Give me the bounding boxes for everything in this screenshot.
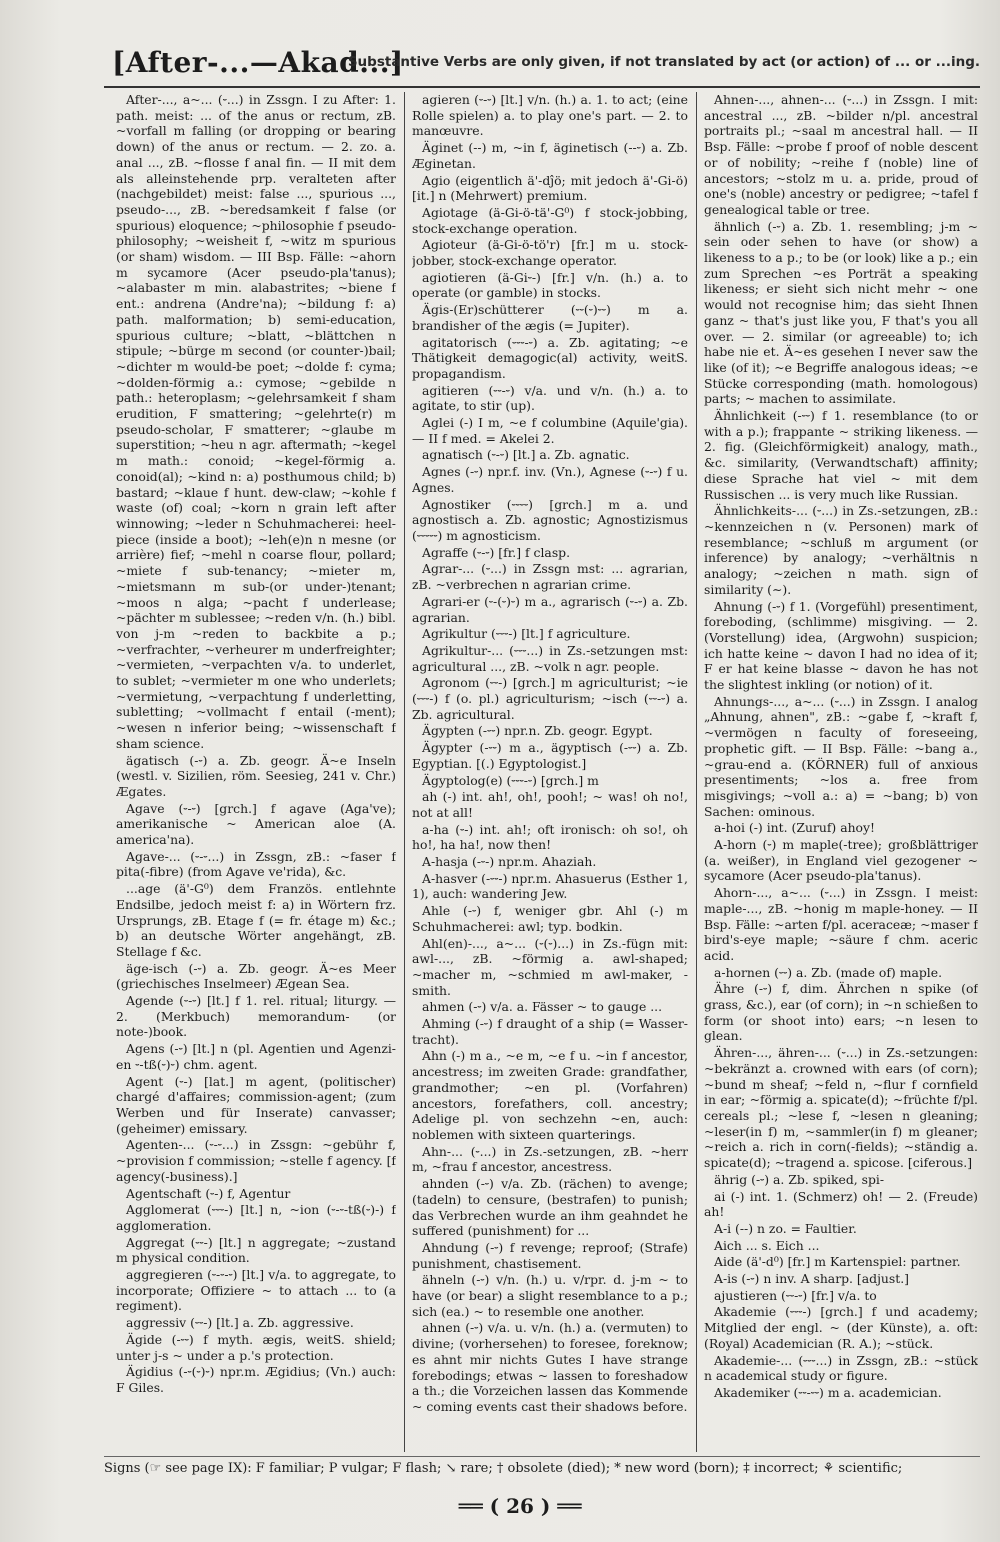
dictionary-entry: Ähnlichkeits-... (⏑...) in Zs.-setzungen, zB.: ~kennzeichen n (v. Personen) mark of resemblance; ~schluß m argument (or inference) by analogy; ~verhältnis n analogy; ~zeichen n math. sign of similarity (∼).: [704, 503, 978, 597]
dictionary-entry: ajustieren (⏑⏑-⏑) [fr.] v/a. to: [714, 1287, 877, 1303]
dictionary-entry: ahmen (-⏑) v/a. a. Fässer ~ to gauge ...: [422, 999, 663, 1015]
dictionary-entry: ah (-) int. ah!, oh!, pooh!; ~ was! oh no!, not at all!: [412, 789, 688, 820]
column-1: [116, 92, 396, 1452]
dictionary-entry: Agnes (-⏑) npr.f. inv. (Vn.), Agnese (⏑-⏑) f u. Agnes.: [412, 464, 688, 495]
dictionary-entry: Ahnung (-⏑) f 1. (Vorgefühl) presentiment, foreboding, (schlimme) misgiving. — 2. (Vorstellung) idea, (Argwohn) suspicion; ich hatte keine ~ davon I had no idea of it; F er hat keine blasse ~ davon he has not the slightest inkling (or notion) of it.: [704, 598, 978, 693]
dictionary-entry: ai (-) int. 1. (Schmerz) oh! — 2. (Freude) ah!: [704, 1188, 978, 1220]
header-rule: [104, 86, 980, 88]
dictionary-entry: Aich ... s. Eich ...: [714, 1237, 820, 1253]
page-title: [After-...—Akad...]: [112, 46, 404, 79]
dictionary-entry: Ahnen-..., ahnen-... (⏑...) in Zssgn. I mit: ancestral ..., zB. ~bilder n/pl. ancestral portraits pl.; ~saal m ancestral hall. — II Bsp. Fälle: ~probe f proof of noble descent or of nobility; ~reihe f (noble) line of ancestors; ~stolz m u. a. pride, proud of one's (noble) ancestry or pedigree; ~tafel f genealogical table or tree.: [704, 92, 978, 217]
dictionary-entry: Agent (⏑-) [lat.] m agent, (politischer) chargé d'affaires; commission-agent; (zum Werben und für Inserate) canvasser; (geheimer) emissary.: [116, 1073, 396, 1136]
dictionary-entry: Agio (eigentlich ä'-dĵö; mit jedoch ä'-Gi-ö) [it.] n (Mehrwert) premium.: [412, 172, 688, 204]
dictionary-entry: Agrikultur (⏑⏑⏑-) [lt.] f agriculture.: [422, 626, 631, 642]
dictionary-entry: Ahl(en)-..., a~... (⏑(⏑)...) in Zs.-fügn mit: awl-..., zB. ~förmig a. awl-shaped; ~macher m, ~schmied m awl-maker, -smith.: [412, 935, 688, 998]
dictionary-entry: agieren (⏑-⏑) [lt.] v/n. (h.) a. 1. to act; (eine Rolle spielen) a. to play one's part. — 2. to manœuvre.: [412, 92, 688, 139]
dictionary-entry: Aglei (-) I m, ~e f columbine (Aquile'gia). — II f med. = Akelei 2.: [412, 415, 688, 446]
dictionary-entry: agiotieren (ä-Gi⏑-) [fr.] v/n. (h.) a. to operate (or gamble) in stocks.: [412, 269, 688, 301]
dictionary-entry: agitatorisch (⏑⏑⏑-⏑) a. Zb. agitating; ~e Thätigkeit demagogic(al) activity, weitS. propagandism.: [412, 334, 688, 381]
dictionary-entry: ahnden (-⏑) v/a. Zb. (rächen) to avenge; (tadeln) to censure, (bestrafen) to punish; das Verbrechen wurde an ihm geahndet he suffered (punishment) for ...: [412, 1176, 688, 1239]
dictionary-entry: A-hasja (-⏑-) npr.m. Ahaziah.: [422, 854, 597, 870]
column-divider: [404, 92, 405, 1452]
dictionary-entry: ägatisch (-⏑) a. Zb. geogr. Ä~e Inseln (westl. v. Sizilien, röm. Seesieg, 241 v. Chr.) Ægates.: [116, 752, 396, 799]
dictionary-entry: Ägyptolog(e) (⏑⏑⏑-⏑) [grch.] m: [422, 772, 599, 788]
dictionary-entry: A-hasver (-⏑⏑-) npr.m. Ahasuerus (Esther 1, 1), auch: wandering Jew.: [412, 870, 688, 902]
page-number: ══ ( 26 ) ══: [458, 1494, 582, 1518]
dictionary-entry: After-..., a~... (⏑...) in Zssgn. I zu After: 1. path. meist: ... of the anus or rectum, zB. ~vorfall m falling (or dropping or bearing down) of the anus or rectum. — 2. zo. a. anal ..., zB. ~flosse f anal fin. — II mit dem als alleinstehende prp. veralteten after (nachgebildet) meist: false ..., spurious ..., pseudo-..., zB. ~beredsamkeit f false (or spurious) eloquence; ~philosophie f pseudo-philosophy; ~weisheit f, ~witz m spurious (or sham) wisdom. — III Bsp. Fälle: ~ahorn m sycamore (Acer pseudo-pla'tanus); ~alabaster m min. alabastrites; ~biene f ent.: andrena (Andre'na); ~bildung f: a) path. malformation; b) semi-education, spurious culture; ~blatt, ~blättchen n stipule; ~bürge m second (or counter-)bail; ~dichter m would-be poet; ~dolde f: cyma; ~dolden-förmig a.: cymose; ~gebilde n path.: heteroplasm; ~gelehrsamkeit f sham erudition, F smattering; ~gelehrte(r) m pseudo-scholar, F smatterer; ~glaube m superstition; ~heu n agr. aftermath; ~kegel m math.: conoid; ~kegel-förmig a. conoid(al); ~kind n: a) posthumous child; b) bastard; ~klaue f hunt. dew-claw; ~kohle f waste (of) coal; ~korn n grain left after winnowing; ~leder n Schuhmacherei: heel-piece (inside a boot); ~leh(e)n n mesne (or arrière) fief; ~mehl n coarse flour, pollard; ~miete f sub-tenancy; ~mieter m, ~mietsmann m sub-(or under-)tenant; ~moos n alga; ~pacht f underlease; ~pächter m sublessee; ~reden v/n. (h.) bibl. von j-m ~reden to backbite a p.; ~verfrachter, ~verheurer m underfreighter; ~vermieten, ~verpachten v/a. to underlet, to sublet; ~vermieter m one who underlets; ~vermietung, ~verpachtung f underletting, subletting; ~vollmacht f entail (-ment); ~wesen n inferior being; ~wissenschaft f sham science.: [116, 92, 396, 751]
dictionary-entry: Ahle (-⏑) f, weniger gbr. Ahl (-) m Schuhmacherei: awl; typ. bodkin.: [412, 903, 688, 934]
dictionary-entry: Ägis-(Er)schütterer (⏑⏑(⏑)⏑⏑) m a. brandisher of the ægis (= Jupiter).: [412, 302, 688, 333]
dictionary-entry: Ähnlichkeit (-⏑⏑) f 1. resemblance (to or with a p.); frappante ~ striking likeness. — 2. fig. (Gleichförmigkeit) analogy, math., &c. similarity, (Verwandtschaft) affinity; diese Sprache hat viel ~ mit dem Russischen ... is very much like Russian.: [704, 408, 978, 502]
dictionary-entry: aggressiv (⏑⏑-) [lt.] a. Zb. aggressive.: [126, 1315, 354, 1331]
dictionary-entry: Akademie (⏑⏑⏑-) [grch.] f und academy; Mitglied der engl. ~ (der Künste), a. oft: (Royal) Academician (R. A.); ~stück.: [704, 1304, 978, 1351]
signs-legend: Signs (☞ see page IX): F familiar; P vulgar; F flash; ↘ rare; † obsolete (died); * new word (born); ‡ incorrect; ⚘ scientific;: [104, 1456, 980, 1485]
dictionary-entry: ähnlich (-⏑) a. Zb. 1. resembling; j-m ~ sein oder sehen to have (or show) a likeness to a p.; to be (or look) like a p.; ein zum Sprechen ~es Porträt a speaking likeness; er sieht sich nicht mehr ~ one would not recognise him; das sieht Ihnen ganz ~ that's just like you, F that's you all over. — 2. similar (or agreeable) to; ich habe nie et. Ä~es gesehen I never saw the like (of it); ~e Begriffe analogous ideas; ~e Stücke corresponding (math. homologous) parts; ~ machen to assimilate.: [704, 218, 978, 407]
dictionary-entry: Ahn (-) m a., ~e m, ~e f u. ~in f ancestor, ancestress; im zweiten Grade: grandfather, grandmother; ~en pl. (Vorfahren) ancestors, forefathers, coll. ancestry; Adelige pl. von sechzehn ~en, auch: noblemen with sixteen quarterings.: [412, 1048, 688, 1142]
dictionary-entry: ahnen (-⏑) v/a. u. v/n. (h.) a. (vermuten) to divine; (vorhersehen) to foresee, foreknow; es ahnt mir nichts Gutes I have strange forebodings; etwas ~ lassen to foreshadow a th.; die Vorzeichen lassen das Kommende ~ coming events cast their shadows before.: [412, 1320, 688, 1414]
dictionary-columns: [116, 92, 978, 1452]
column-divider: [696, 92, 697, 1452]
dictionary-entry: ähneln (-⏑) v/n. (h.) u. v/rpr. d. j-m ~ to have (or bear) a slight resemblance to a p.; sich (ea.) ~ to resemble one another.: [412, 1272, 688, 1319]
dictionary-entry: a-hoi (-) int. (Zuruf) ahoy!: [714, 820, 875, 836]
dictionary-entry: ...age (ä'-G⁰) dem Französ. entlehnte Endsilbe, jedoch meist f: a) in Wörtern frz. Ursprungs, zB. Etage f (= fr. étage m) &c.; b) an deutsche Wörter angehängt, zB. Stellage f &c.: [116, 881, 396, 959]
dictionary-entry: Ähren-..., ähren-... (⏑...) in Zs.-setzungen: ~bekränzt a. crowned with ears (of corn); ~bund m sheaf; ~feld n, ~flur f cornfield in ear; ~förmig a. spicate(d); ~früchte f/pl. cereals pl.; ~lese f, ~lesen n gleaning; ~leser(in f) m, ~sammler(in f) m gleaner; ~reich a. rich in corn(-fields); ~ständig a. spicate(d); ~tragend a. spicose. [ciferous.]: [704, 1045, 978, 1171]
dictionary-entry: Ägide (-⏑⏑) f myth. ægis, weitS. shield; unter j-s ~ under a p.'s protection.: [116, 1331, 396, 1363]
dictionary-entry: Agrar-... (⏑...) in Zssgn mst: ... agrarian, zB. ~verbrechen n agrarian crime.: [412, 561, 688, 593]
dictionary-entry: Akademie-... (⏑⏑⏑...) in Zssgn, zB.: ~stück n academical study or figure.: [704, 1352, 978, 1384]
dictionary-entry: Agens (-⏑) [lt.] n (pl. Agentien und Agenzi-en ⏑-tß(⏑)⏑) chm. agent.: [116, 1041, 396, 1072]
dictionary-entry: Agave-... (⏑-⏑...) in Zssgn, zB.: ~faser f pita(-fibre) (from Agave ve'rida), &c.: [116, 848, 396, 880]
column-3: [704, 92, 978, 1452]
dictionary-entry: Agglomerat (⏑⏑⏑-) [lt.] n, ~ion (⏑-⏑-tß(⏑)-) f agglomeration.: [116, 1202, 396, 1233]
header-note: Substantive Verbs are only given, if not translated by act (or action) of ... or ...ing.: [347, 54, 980, 70]
dictionary-entry: Ahn-... (⏑...) in Zs.-setzungen, zB. ~herr m, ~frau f ancestor, ancestress.: [412, 1143, 688, 1175]
dictionary-entry: Ägypten (-⏑⏑) npr.n. Zb. geogr. Egypt.: [422, 723, 653, 739]
dictionary-entry: agnatisch (⏑-⏑) [lt.] a. Zb. agnatic.: [422, 447, 630, 463]
dictionary-entry: Ahorn-..., a~... (⏑...) in Zssgn. I meist: maple-..., zB. ~honig m maple-honey. — II Bsp. Fälle: ~arten f/pl. aceraceæ; ~maser f bird's-eye maple; ~säure f chm. aceric acid.: [704, 885, 978, 963]
column-2: [412, 92, 688, 1452]
dictionary-entry: Agende (⏑-⏑) [lt.] f 1. rel. ritual; liturgy. — 2. (Merkbuch) memorandum- (or note-)book.: [116, 993, 396, 1040]
dictionary-entry: Agiotage (ä-Gi-ö-tä'-G⁰) f stock-jobbing, stock-exchange operation.: [412, 204, 688, 236]
dictionary-entry: Aide (ä'-d⁰) [fr.] m Kartenspiel: partner.: [714, 1254, 961, 1270]
dictionary-entry: Ahnungs-..., a~... (⏑...) in Zssgn. I analog „Ahnung, ahnen", zB.: ~gabe f, ~kraft f, ~vermögen n faculty of foreseeing, prophetic gift. — II Bsp. Fälle: ~bang a., ~grau-end a. (KÖRNER) full of anxious presentiments; ~los a. free from misgivings; ~voll a.: a) = ~bang; b) von Sachen: ominous.: [704, 693, 978, 819]
dictionary-entry: Agrikultur-... (⏑⏑⏑...) in Zs.-setzungen mst: agricultural ..., zB. ~volk n agr. people.: [412, 642, 688, 674]
dictionary-entry: Agave (⏑-⏑) [grch.] f agave (Aga've); amerikanische ~ American aloe (A. america'na).: [116, 800, 396, 848]
dictionary-entry: Ähre (-⏑) f, dim. Ährchen n spike (of grass, &c.), ear (of corn); in ~n schießen to form (or shoot into) ears; ~n lesen to glean.: [704, 981, 978, 1044]
dictionary-entry: Ahndung (-⏑) f revenge; reproof; (Strafe) punishment, chastisement.: [412, 1239, 688, 1271]
dictionary-entry: Akademiker (⏑⏑-⏑⏑) m a. academician.: [714, 1384, 942, 1400]
dictionary-entry: Agenten-... (⏑-⏑...) in Zssgn: ~gebühr f, ~provision f commission; ~stelle f agency. [f agency(-business).]: [116, 1137, 396, 1184]
dictionary-entry: Ägypter (-⏑⏑) m a., ägyptisch (-⏑⏑) a. Zb. Egyptian. [(.) Egyptologist.]: [412, 740, 688, 771]
dictionary-entry: A-i (--) n zo. = Faultier.: [714, 1220, 857, 1236]
dictionary-entry: Ägidius (-⏑(⏑)⏑) npr.m. Ægidius; (Vn.) auch: F Giles.: [116, 1364, 396, 1395]
page-header: [104, 38, 980, 90]
dictionary-entry: a-ha (⏑-) int. ah!; oft ironisch: oh so!, oh ho!, ha ha!, now then!: [412, 821, 688, 853]
dictionary-entry: agitieren (⏑⏑-⏑) v/a. und v/n. (h.) a. to agitate, to stir (up).: [412, 382, 688, 414]
dictionary-entry: A-is (-⏑) n inv. A sharp. [adjust.]: [714, 1271, 910, 1287]
dictionary-entry: Ahming (-⏑) f draught of a ship (= Wasser-tracht).: [412, 1016, 688, 1047]
dictionary-entry: ährig (-⏑) a. Zb. spiked, spi-: [714, 1171, 885, 1187]
dictionary-entry: Agnostiker (⏑⏑⏑⏑) [grch.] m a. und agnostisch a. Zb. agnostic; Agnostizismus (⏑⏑⏑⏑⏑) m agnosticism.: [412, 496, 688, 543]
dictionary-entry: Agrari-er (⏑-(⏑)⏑) m a., agrarisch (⏑-⏑) a. Zb. agrarian.: [412, 593, 688, 625]
dictionary-entry: Agentschaft (⏑-) f, Agentur: [126, 1185, 291, 1201]
dictionary-entry: Agraffe (⏑-⏑) [fr.] f clasp.: [422, 544, 571, 560]
dictionary-entry: Aggregat (⏑⏑-) [lt.] n aggregate; ~zustand m physical condition.: [116, 1234, 396, 1266]
dictionary-entry: a-hornen (⏑⏑) a. Zb. (made of) maple.: [714, 964, 943, 980]
dictionary-entry: Äginet (--) m, ~in f, äginetisch (--⏑) a. Zb. Æginetan.: [412, 140, 688, 171]
dictionary-entry: A-horn (⏑) m maple(-tree); großblättriger (a. weißer), in England viel gezogener ~ sycamore (Acer pseudo-pla'tanus).: [704, 837, 978, 884]
dictionary-entry: aggregieren (⏑-⏑-⏑) [lt.] v/a. to aggregate, to incorporate; Offiziere ~ to attach ... to (a regiment).: [116, 1267, 396, 1314]
dictionary-entry: äge-isch (-⏑) a. Zb. geogr. Ä~es Meer (griechisches Inselmeer) Ægean Sea.: [116, 960, 396, 992]
dictionary-entry: Agioteur (ä-Gi-ö-tö'r) [fr.] m u. stock-jobber, stock-exchange operator.: [412, 237, 688, 269]
dictionary-entry: Agronom (⏑⏑-) [grch.] m agriculturist; ~ie (⏑⏑⏑-) f (o. pl.) agriculturism; ~isch (⏑⏑-⏑) a. Zb. agricultural.: [412, 675, 688, 722]
